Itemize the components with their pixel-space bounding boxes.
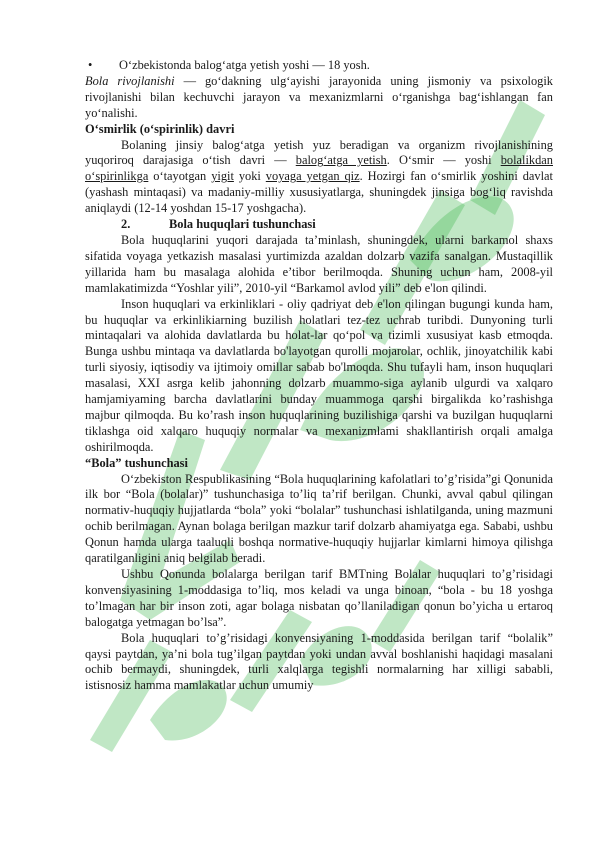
link-bolalikdan-ospirinlikga[interactable]: bolalikdan o‘spirinlikga [85, 153, 553, 184]
paragraph-respublika: O‘zbekiston Respublikasining “Bola huquqlarining kafolatlari to’g’risida”gi Qonunida ilk bor “Bola (bolalar)” tushunchasiga to’liq ta’rif berilgan. Chunki, avval qabul qilingan normativ-huquqiy hujjatlarda “bola” yoki “bolalar” tushunchasi ishlatilganda, uning mazmuni ochib berilmagan. Aynan bolaga berilgan mazkur tarif dolzarb ahamiyatga ega. Sababi, ushbu Qonun hamda ularga taaluqli boshqa normative-huquqiy hujjarlar kimlarni himoya qilishga qaratilganligini aniq belgilab beradi. [85, 471, 553, 566]
term-bola-rivojlanishi: Bola rivojlanishi [85, 73, 175, 88]
heading-bola-text: “Bola” tushunchasi [85, 455, 188, 470]
text-fragment: yoki [233, 169, 266, 184]
paragraph-konvensiya: Bola huquqlari to’g’risidagi konvensiyaning 1-moddasida berilgan tarif “bolalik” qaysi paytdan, ya’ni bola tug’ilgan paytdan yoki undan avval boshlanishi haqidagi masalani ochib bermaydi, shuningdek, turli xalqlarga tegishli normalarning har xilligi sababli, istisnosiz hamma mamlakatlar uchun umumiy [85, 630, 553, 693]
document-page [85, 58, 553, 694]
section-number: 2. [121, 217, 131, 232]
paragraph-ushbu-qonun: Ushbu Qonunda bolalarga berilgan tarif BMTning Bolalar huquqlari to’g’risidagi konvensiyasining 1-moddasiga to’liq, mos keladi va unga binoan, “bola - bu 18 yoshga to’lmagan har bir inson zoti, agar bolaga nisbatan qo’llaniladigan qonun bo’yicha u ertaroq balogatga yetmagan bo’lsa”. [85, 567, 553, 629]
link-voyaga-yetgan-qiz[interactable]: voyaga yetgan qiz [265, 169, 360, 184]
text-fragment: . Hozirgi fan o‘smirlik yoshini davlat (yashash mintaqasi) va madaniy-milliy xususiyatlarga, shuningdek jinsiga bog‘liq ravishda aniqlaydi (12-14 yoshdan 15-17 yoshgacha). [85, 169, 553, 216]
text-fragment: o‘tayotgan [148, 169, 212, 184]
section-title: Bola huquqlari tushunchasi [169, 217, 316, 232]
paragraph-osmirlik [85, 138, 553, 218]
bullet-text: O‘zbekistonda balog‘atga yetish yoshi — 18 yosh. [119, 58, 370, 72]
heading-osmirlik-text: O‘smirlik (o‘spirinlik) davri [85, 121, 235, 136]
text-fragment: Bolaning jinsiy balog‘atga yetish yuz beradigan va organizm rivojlanishining yuqoriroq darajasiga o‘tish davri — [85, 137, 553, 168]
paragraph-inson-huquqlari: Inson huquqlari va erkinliklari - oliy qadriyat deb e'lon qilingan bugungi kunda ham, bu huquqlar va erkinlikiarning buzilish holatlari tez-tez uchrab turibdi. Dunyoning turli mintaqalari va alohida davlatlarda bu holat-lar qo‘pol va tizimli xususiyat kasb etmoqda. Bunga ushbu mintaqa va davlatlarda bo'layotgan qurolli mojarolar, ochlik, jinoyatchilik kabi turli siyosiy, iqtisodiy va ijtimoiy omillar sabab bo'lmoqda. Shu tufayli ham, inson huquqlari masalasi, XXI asrga kelib jahonning dolzarb muammo-siga aylanib ulgurdi va xalqaro hamjamiyaming barcha davlatlarini bunday muammoga qarshi birgalikda ko’rashishga majbur qilmoqda. Bu ko’rash inson huquqlarining buzilishiga qarshi va buzilgan huquqlarni tiklashga oid xalqaro huquqiy normalar va mexanizmlami shakllantirish orqali amalga oshirilmoqda. [85, 296, 553, 454]
bullet-item [85, 58, 553, 74]
paragraph-text: — go‘dakning ulg‘ayishi jarayonida uning jismoniy va psixologik rivojlanishi bilan kechuvchi jarayon va mexanizmlarni o‘rganishga bag‘ishlangan fan yo‘nalishi. [85, 73, 553, 120]
heading-osmirlik [85, 122, 553, 138]
heading-bola-tushunchasi [85, 456, 553, 472]
paragraph-bola-rivojlanishi [85, 74, 553, 122]
link-balogatga-yetish[interactable]: balog‘atga yetish [295, 153, 387, 168]
text-fragment: . O‘smir — yoshi [386, 153, 501, 168]
bullet-symbol: • [88, 58, 93, 72]
section-heading-2 [85, 217, 553, 233]
link-yigit[interactable]: yigit [211, 169, 234, 184]
paragraph-bola-huquqlari: Bola huquqlarini yuqori darajada ta’minlash, shuningdek, ularni barkamol shaxs sifatida voyaga yetkazish masalasi yurtimizda azaldan dolzarb vazifa sanalgan. Mustaqillik yillarida ham bu masalaga alohida e’tibor berilmoqda. Shuning uchun ham, 2008-yil mamlakatimizda “Yoshlar yili”, 2010-yil “Barkamol avlod yili” deb e'lon qilindi. [85, 232, 553, 295]
